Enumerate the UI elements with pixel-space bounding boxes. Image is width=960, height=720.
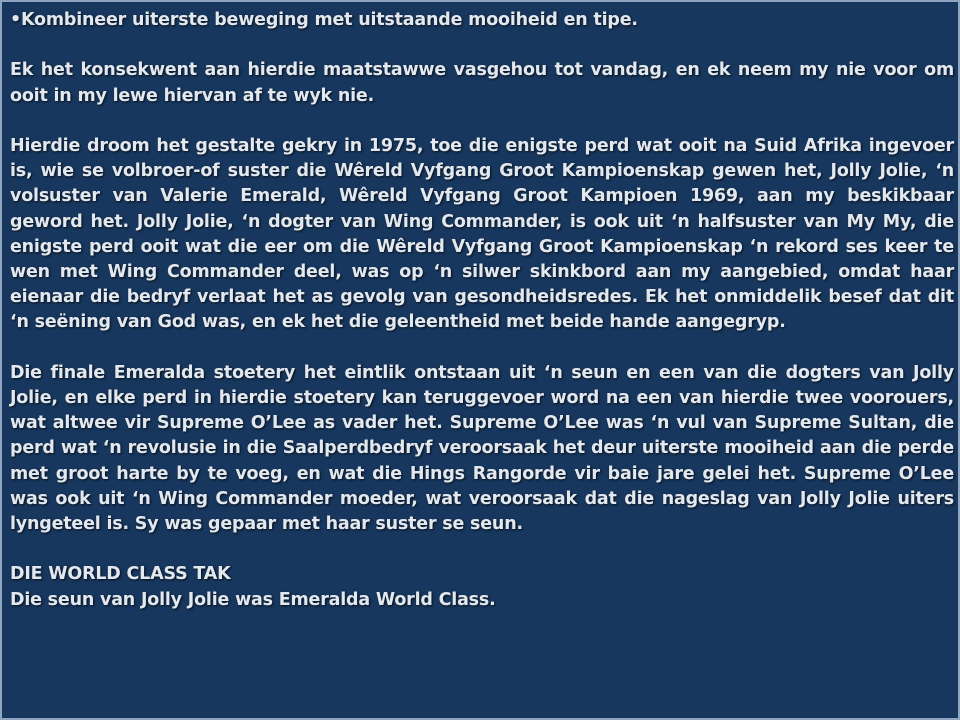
paragraph-3: Die finale Emeralda stoetery het eintlik ontstaan uit ‘n seun en een van die dogters van Jolly Jolie, en elke perd in hierdie stoetery kan teruggevoer word na een van hierdie twee voorouers, wat altwee vir Supreme O’Lee as vader het. Supreme O’Lee was ‘n vul van Supreme Sultan, die perd wat ‘n revolusie in die Saalperdbedryf veroorsaak het deur uiterste mooiheid aan die perde met groot harte by te voeg, en wat die Hings Rangorde vir baie jare gelei het. Supreme O’Lee was ook uit ‘n Wing Commander moeder, wat veroorsaak dat die nageslag van Jolly Jolie uiters lyngeteel is. Sy was gepaar met haar suster se seun. — [10, 362, 954, 535]
world-class-section — [10, 562, 954, 612]
section-heading: DIE WORLD CLASS TAK — [10, 564, 231, 585]
paragraph-2: Hierdie droom het gestalte gekry in 1975, toe die enigste perd wat ooit na Suid Afrika ingevoer is, wie se volbroer-of suster die Wêreld Vyfgang Groot Kampioenskap gewen het, Jolly Jolie, ‘n volsuster van Valerie Emerald, Wêreld Vyfgang Groot Kampioen 1969, aan my beskikbaar geword het. Jolly Jolie, ‘n dogter van Wing Commander, is ook uit ‘n halfsuster van My My, die enigste perd ooit wat die eer om die Wêreld Vyfgang Groot Kampioenskap ‘n rekord ses keer te wen met Wing Commander deel, was op ‘n silwer skinkbord aan my aangebied, omdat haar eienaar die bedryf verlaat het as gevolg van gesondheidsredes. Ek het onmiddelik besef dat dit ‘n seëning van God was, en ek het die geleentheid met beide hande aangegryp. — [10, 135, 954, 333]
paragraph-1: Ek het konsekwent aan hierdie maatstawwe vasgehou tot vandag, en ek neem my nie voor om ooit in my lewe hiervan af te wyk nie. — [10, 60, 954, 106]
slide-text-body — [10, 8, 954, 613]
bullet-line: •Kombineer uiterste beweging met uitstaande mooiheid en tipe. — [10, 10, 638, 30]
section-text: Die seun van Jolly Jolie was Emeralda World Class. — [10, 589, 496, 610]
